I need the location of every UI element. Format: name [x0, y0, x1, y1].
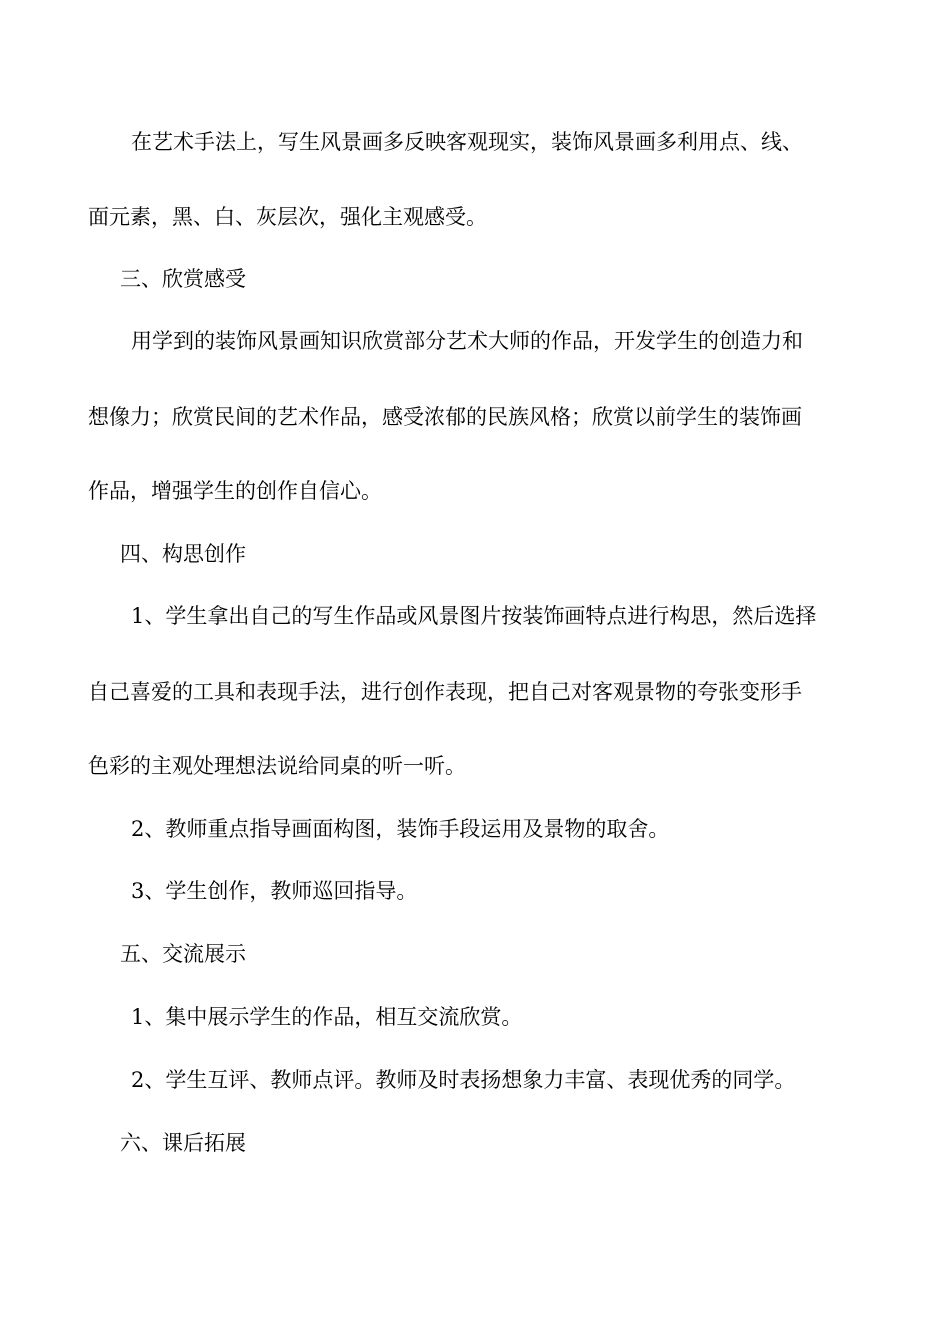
section-heading-creation: 四、构思创作: [120, 542, 246, 566]
paragraph-exhibition-item-2: 2、学生互评、教师点评。教师及时表扬想象力丰富、表现优秀的同学。: [131, 1068, 796, 1092]
section-heading-appreciation: 三、欣赏感受: [120, 267, 246, 291]
paragraph-creation-item-1-line-2: 自己喜爱的工具和表现手法，进行创作表现，把自己对客观景物的夸张变形手: [88, 680, 802, 704]
paragraph-exhibition-item-1: 1、集中展示学生的作品，相互交流欣赏。: [131, 1005, 523, 1029]
section-heading-extension: 六、课后拓展: [120, 1131, 246, 1155]
paragraph-appreciation-line-2: 想像力；欣赏民间的艺术作品，感受浓郁的民族风格；欣赏以前学生的装饰画: [88, 405, 802, 429]
paragraph-art-technique-line-1: 在艺术手法上，写生风景画多反映客观现实，装饰风景画多利用点、线、: [131, 130, 803, 154]
section-heading-exhibition: 五、交流展示: [120, 942, 246, 966]
paragraph-appreciation-line-3: 作品，增强学生的创作自信心。: [88, 479, 382, 503]
paragraph-art-technique-line-2: 面元素，黑、白、灰层次，强化主观感受。: [88, 205, 487, 229]
paragraph-creation-item-1-line-3: 色彩的主观处理想法说给同桌的听一听。: [88, 754, 466, 778]
paragraph-creation-item-3: 3、学生创作，教师巡回指导。: [131, 879, 418, 903]
paragraph-appreciation-line-1: 用学到的装饰风景画知识欣赏部分艺术大师的作品，开发学生的创造力和: [131, 329, 803, 353]
paragraph-creation-item-1-line-1: 1、学生拿出自己的写生作品或风景图片按装饰画特点进行构思，然后选择: [131, 604, 817, 628]
paragraph-creation-item-2: 2、教师重点指导画面构图，装饰手段运用及景物的取舍。: [131, 817, 670, 841]
